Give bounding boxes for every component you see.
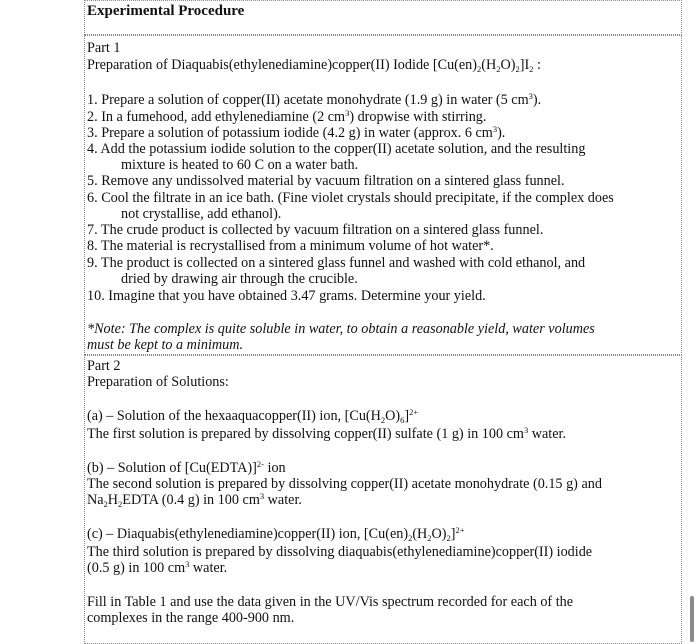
solution-a-heading: (a) – Solution of the hexaaquacopper(II) ion, $[Cu(H_2O)_6]^{2+}$ [87,407,419,425]
solution-b-body-2: $Na_2H_2EDTA$ (0.4 g) in 100 $cm^3$ water. [87,491,302,509]
step-4-cont: mixture is heated to 60 C on a water bath. [121,157,359,173]
step-3: 3. Prepare a solution of potassium iodide (4.2 g) in water (approx. 6 $cm^3$). [87,124,506,141]
scrollbar-thumb[interactable] [690,596,694,642]
section-heading: Experimental Procedure [87,3,245,19]
solution-c-body-2: (0.5 g) in 100 $cm^3$ water. [87,559,228,576]
step-8: 8. The material is recrystallised from a minimum volume of hot water*. [87,238,494,254]
part1-label: Part 1 [87,40,121,56]
step-6-cont: not crystallise, add ethanol). [121,206,282,222]
step-6: 6. Cool the filtrate in an ice bath. (Fine violet crystals should precipitate, if the complex does [87,190,614,206]
part1-title: Preparation of Diaquabis(ethylenediamine)copper(II) Iodide $[Cu(en)_2(H_2O)_2]I_2$ : [87,57,541,74]
solution-c-body-1: The third solution is prepared by dissolving diaquabis(ethylenediamine)copper(II) iodide [87,544,593,560]
step-9: 9. The product is collected on a sintered glass funnel and washed with cold ethanol, and [87,255,586,271]
step-10: 10. Imagine that you have obtained 3.47 grams. Determine your yield. [87,288,486,304]
note-line-1: *Note: The complex is quite soluble in water, to obtain a reasonable yield, water volumes [87,321,595,337]
solution-c-heading: (c) – Diaquabis(ethylenediamine)copper(II) ion, $[Cu(en)_2(H_2O)_2]^{2+}$ [87,525,465,543]
note-line-2: must be kept to a minimum. [87,337,244,353]
part2-title: Preparation of Solutions: [87,374,229,390]
solution-a-body: The first solution is prepared by dissolving copper(II) sulfate (1 g) in 100 $cm^3$ water. [87,425,567,442]
step-4: 4. Add the potassium iodide solution to the copper(II) acetate solution, and the resulting [87,141,586,157]
instruction-line-1: Fill in Table 1 and use the data given in the UV/Vis spectrum recorded for each of the [87,594,574,610]
step-9-cont: dried by drawing air through the crucible. [121,271,358,287]
solution-b-body-1: The second solution is prepared by dissolving copper(II) acetate monohydrate (0.15 g) and [87,476,602,492]
step-2: 2. In a fumehood, add ethylenediamine (2 $cm^3$) dropwise with stirring. [87,108,487,125]
solution-b-heading: (b) – Solution of [Cu(EDTA)]$^{2-}$ ion [87,459,286,476]
part2-label: Part 2 [87,358,121,374]
step-7: 7. The crude product is collected by vacuum filtration on a sintered glass funnel. [87,222,544,238]
instruction-line-2: complexes in the range 400-900 nm. [87,610,295,626]
step-5: 5. Remove any undissolved material by vacuum filtration on a sintered glass funnel. [87,173,565,189]
step-1: 1. Prepare a solution of copper(II) acetate monohydrate (1.9 g) in water (5 $cm^3$). [87,91,542,108]
